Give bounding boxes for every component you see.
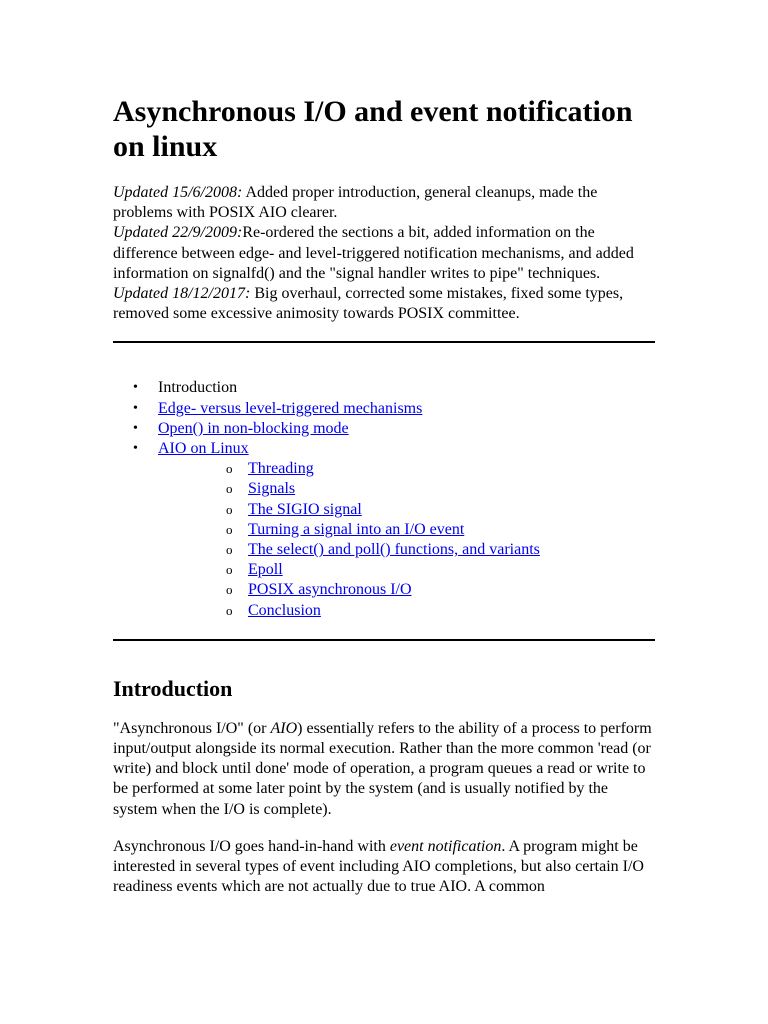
toc-link-edge-vs-level[interactable]: Edge- versus level-triggered mechanisms — [158, 399, 423, 417]
text-run: "Asynchronous I/O" (or — [113, 719, 271, 737]
sub-bullet-icon: o — [226, 542, 233, 558]
toc-link-epoll[interactable]: Epoll — [248, 561, 283, 579]
text-run: . A program might be interested in several types of event including AIO completions, but also certain I/O readiness events which are not actually due to true AIO. A common — [113, 837, 644, 896]
emphasis-event-notification: event notification — [389, 837, 502, 855]
update-entry — [113, 223, 655, 284]
update-text: Re-ordered the sections a bit, added information on the difference between edge- and level-triggered notification mechanisms, and added information on signalfd() and the "signal handler writes to pipe" techniques. — [113, 224, 634, 282]
sub-bullet-icon: o — [226, 602, 233, 618]
toc-subitem-select-poll — [158, 540, 655, 560]
bullet-icon: • — [133, 420, 138, 436]
update-entry — [113, 284, 655, 324]
sub-bullet-icon: o — [226, 501, 233, 517]
update-date: Updated 22/9/2009: — [113, 224, 243, 242]
toc-link-sigio[interactable]: The SIGIO signal — [248, 500, 362, 518]
article-content — [113, 94, 655, 914]
sub-bullet-icon: o — [226, 521, 233, 537]
toc-link-open-nonblocking[interactable]: Open() in non-blocking mode — [158, 419, 349, 437]
toc-sublist — [158, 459, 655, 621]
update-text: Big overhaul, corrected some mistakes, fixed some types, removed some excessive animosity towards POSIX committee. — [113, 285, 624, 323]
intro-paragraph-1 — [113, 719, 655, 820]
toc-link-threading[interactable]: Threading — [248, 460, 314, 478]
update-date: Updated 18/12/2017: — [113, 285, 251, 303]
toc-item-aio-linux — [113, 439, 655, 621]
bullet-icon: • — [133, 400, 138, 416]
title-line-2: on linux — [113, 130, 218, 163]
bullet-icon: • — [133, 380, 138, 396]
toc-subitem-signal-to-io — [158, 520, 655, 540]
toc-link-posix-aio[interactable]: POSIX asynchronous I/O — [248, 581, 412, 599]
text-run: Asynchronous I/O goes hand-in-hand with — [113, 837, 390, 855]
toc-subitem-posix-aio — [158, 580, 655, 600]
text-run: ) essentially refers to the ability of a process to perform input/output alongside its normal execution. Rather than the more common 'read (or write) and block until done' mode of operation, a program queues a read or write to be performed at some later point by the system (and is usually notified by the system when the I/O is complete). — [113, 719, 652, 818]
update-date: Updated 15/6/2008: — [113, 184, 243, 201]
toc-link-signals[interactable]: Signals — [248, 480, 296, 498]
page-title — [113, 94, 655, 164]
toc-subitem-conclusion — [158, 601, 655, 621]
toc-subitem-threading — [158, 459, 655, 479]
toc-item-open-nonblocking — [113, 419, 655, 439]
intro-paragraph-2 — [113, 837, 655, 898]
toc-label: Introduction — [158, 379, 238, 397]
toc-item-introduction — [113, 378, 655, 398]
sub-bullet-icon: o — [226, 582, 233, 598]
table-of-contents — [113, 378, 655, 620]
section-heading-introduction: Introduction — [113, 675, 233, 701]
sub-bullet-icon: o — [226, 461, 233, 477]
toc-link-select-poll[interactable]: The select() and poll() functions, and variants — [248, 541, 540, 559]
toc-subitem-sigio — [158, 500, 655, 520]
update-log — [113, 183, 655, 324]
divider-bottom — [113, 639, 655, 641]
update-entry — [113, 183, 655, 223]
emphasis-aio: AIO — [270, 719, 298, 737]
toc-link-conclusion[interactable]: Conclusion — [248, 601, 321, 619]
update-text: Added proper introduction, general cleanups, made the problems with POSIX AIO clearer. — [113, 184, 598, 222]
bullet-icon: • — [133, 441, 138, 457]
toc-item-edge-vs-level — [113, 399, 655, 419]
divider-top — [113, 341, 655, 343]
sub-bullet-icon: o — [226, 481, 233, 497]
sub-bullet-icon: o — [226, 562, 233, 578]
toc-link-signal-to-io[interactable]: Turning a signal into an I/O event — [248, 520, 465, 538]
toc-subitem-epoll — [158, 560, 655, 580]
toc-subitem-signals — [158, 479, 655, 499]
toc-link-aio-linux[interactable]: AIO on Linux — [158, 440, 249, 458]
title-line-1: Asynchronous I/O and event notification — [113, 95, 633, 128]
